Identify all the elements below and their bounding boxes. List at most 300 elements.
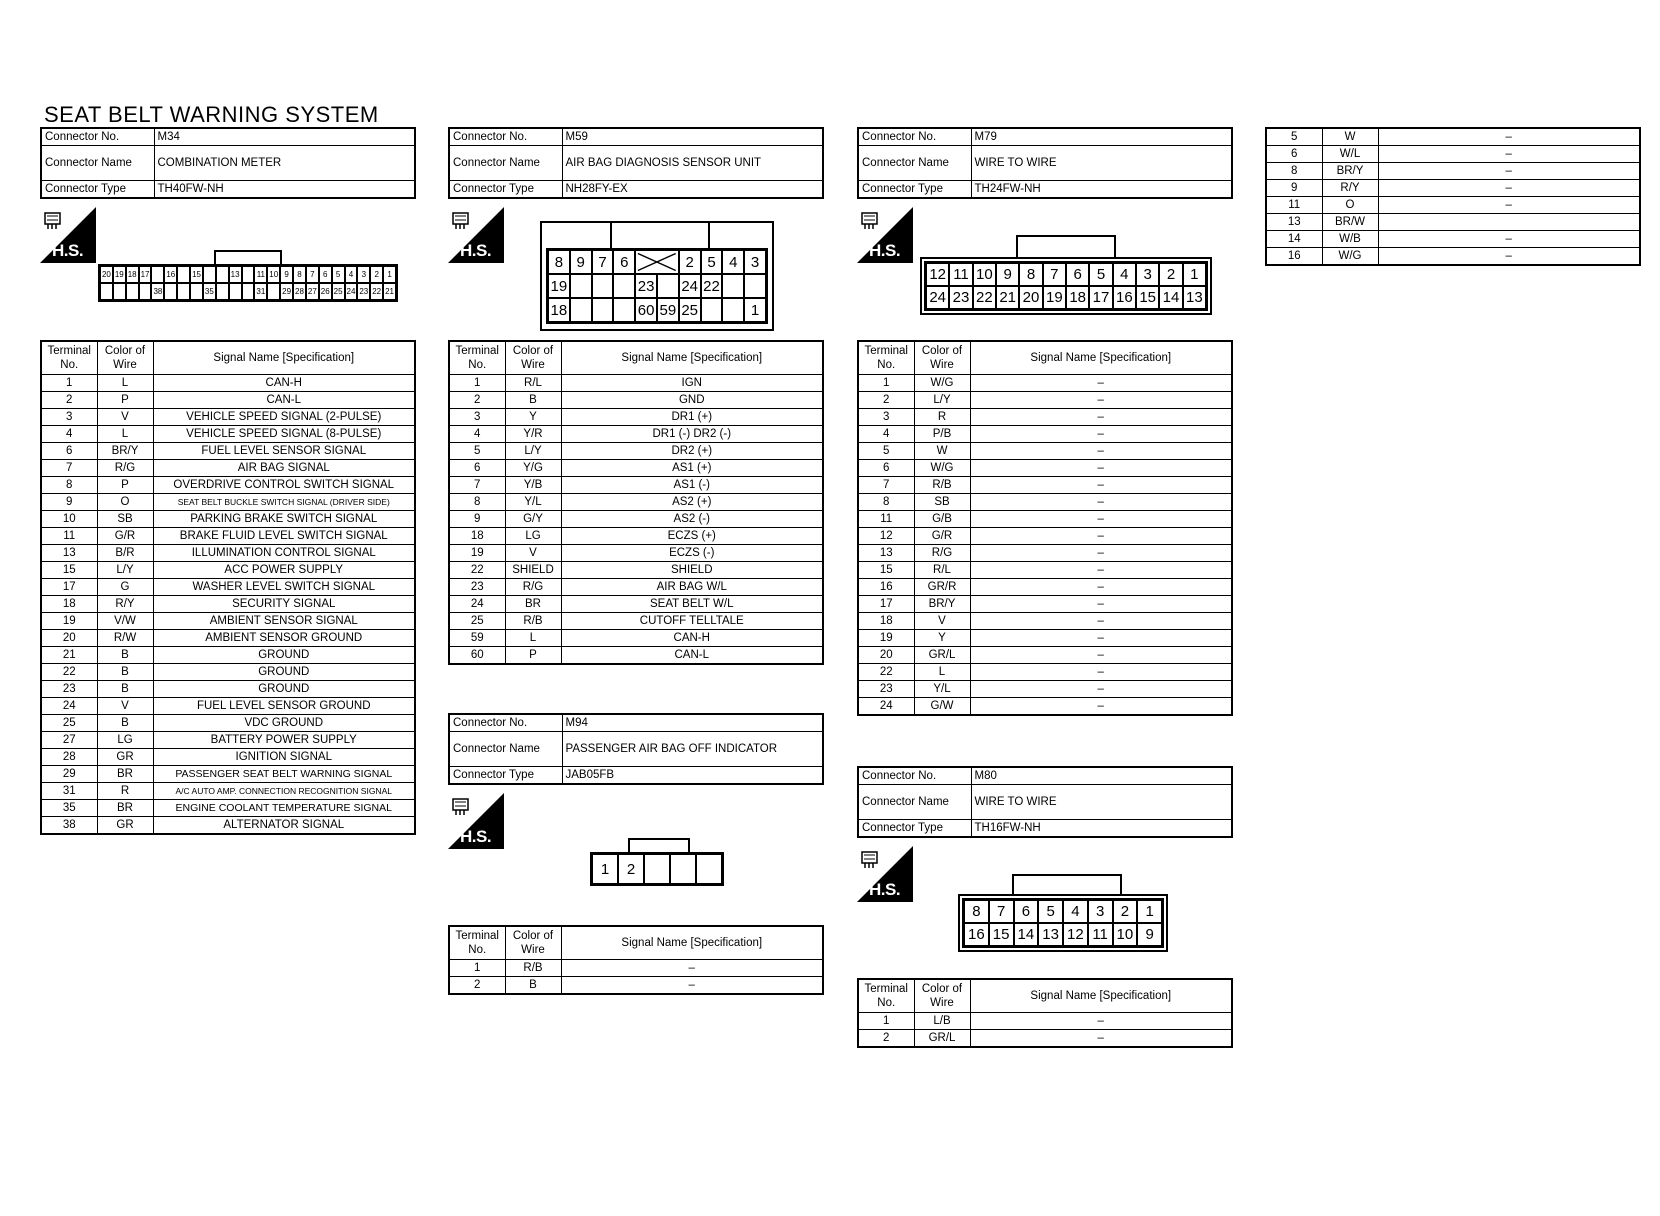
m94-connector-no: M94	[562, 714, 823, 732]
color-of-wire-header: Color of Wire	[914, 979, 970, 1013]
signal-name-cell: –	[970, 494, 1232, 511]
terminal-no-cell: 24	[858, 698, 914, 716]
wire-color-cell: W/G	[914, 375, 970, 392]
signal-name-cell: PARKING BRAKE SWITCH SIGNAL	[153, 511, 415, 528]
signal-name-header: Signal Name [Specification]	[970, 341, 1232, 375]
pin-cavity: 4	[1113, 263, 1136, 286]
table-row	[41, 732, 415, 749]
terminal-no-cell: 9	[1266, 180, 1322, 197]
signal-name-cell: –	[970, 681, 1232, 698]
terminal-no-cell: 22	[858, 664, 914, 681]
terminal-no-cell: 9	[449, 511, 505, 528]
signal-name-cell: –	[970, 1013, 1232, 1030]
table-row	[858, 630, 1232, 647]
wire-color-cell: V	[97, 698, 153, 715]
terminal-no-cell: 11	[1266, 197, 1322, 214]
signal-name-cell: –	[970, 460, 1232, 477]
wire-color-cell: R/L	[914, 562, 970, 579]
pin-cavity: 10	[267, 266, 280, 283]
wire-color-cell: Y/B	[505, 477, 561, 494]
signal-name-header: Signal Name [Specification]	[561, 341, 823, 375]
wire-color-cell: B	[505, 392, 561, 409]
m80-pin-table	[857, 978, 1233, 1048]
pin-cavity: 6	[1014, 900, 1039, 923]
table-row	[41, 800, 415, 817]
pin-cavity	[592, 298, 614, 322]
pin-cavity: 16	[164, 266, 177, 283]
pin-cavity	[744, 274, 766, 298]
signal-name-cell: –	[970, 545, 1232, 562]
terminal-no-cell: 2	[449, 392, 505, 409]
m34-connector-face	[98, 264, 398, 302]
m80-connector-face	[962, 898, 1164, 948]
pin-cavity: 7	[989, 900, 1014, 923]
pin-cavity	[177, 283, 190, 300]
wire-color-cell: LG	[97, 732, 153, 749]
signal-name-header: Signal Name [Specification]	[561, 926, 823, 960]
signal-name-cell: PASSENGER SEAT BELT WARNING SIGNAL	[153, 766, 415, 783]
table-row	[1266, 197, 1640, 214]
signal-name-cell: WASHER LEVEL SWITCH SIGNAL	[153, 579, 415, 596]
table-row	[858, 443, 1232, 460]
wire-color-cell: L/B	[914, 1013, 970, 1030]
wire-color-cell: L	[97, 426, 153, 443]
terminal-no-cell: 19	[449, 545, 505, 562]
connector-no-label: Connector No.	[449, 714, 562, 732]
signal-name-cell: CAN-L	[153, 392, 415, 409]
table-row	[1266, 146, 1640, 163]
terminal-no-cell: 8	[449, 494, 505, 511]
signal-name-cell: ILLUMINATION CONTROL SIGNAL	[153, 545, 415, 562]
table-row	[449, 545, 823, 562]
color-of-wire-header: Color of Wire	[914, 341, 970, 375]
terminal-no-cell: 18	[858, 613, 914, 630]
pin-cavity	[613, 274, 635, 298]
pin-cavity: 6	[1066, 263, 1089, 286]
terminal-no-cell: 2	[858, 1030, 914, 1048]
m79-connector-no: M79	[971, 128, 1232, 146]
pin-cavity: 1	[1137, 900, 1162, 923]
terminal-no-header: Terminal No.	[449, 341, 505, 375]
wire-color-cell: R/L	[505, 375, 561, 392]
wire-color-cell: P	[505, 647, 561, 665]
pin-cavity: 2	[370, 266, 383, 283]
terminal-no-cell: 10	[41, 511, 97, 528]
table-row	[449, 443, 823, 460]
wire-color-cell: SB	[97, 511, 153, 528]
wire-color-cell: SB	[914, 494, 970, 511]
pin-cavity	[701, 298, 723, 322]
color-of-wire-header: Color of Wire	[505, 926, 561, 960]
color-of-wire-header: Color of Wire	[97, 341, 153, 375]
connector-no-label: Connector No.	[858, 128, 971, 146]
terminal-no-cell: 11	[41, 528, 97, 545]
pin-cavity: 31	[254, 283, 267, 300]
signal-name-cell: –	[1378, 197, 1640, 214]
table-row	[449, 562, 823, 579]
pin-cavity	[151, 266, 164, 283]
pin-cavity	[267, 283, 280, 300]
pin-cavity: 5	[1038, 900, 1063, 923]
m80-header-table	[857, 766, 1233, 838]
pin-cavity: 19	[548, 274, 570, 298]
terminal-no-cell: 2	[449, 977, 505, 995]
terminal-no-cell: 60	[449, 647, 505, 665]
terminal-no-cell: 3	[858, 409, 914, 426]
wire-color-cell: Y/G	[505, 460, 561, 477]
pin-cavity	[613, 298, 635, 322]
table-row	[41, 749, 415, 766]
table-row	[41, 783, 415, 800]
pin-cavity: 60	[635, 298, 657, 322]
terminal-no-cell: 1	[449, 375, 505, 392]
signal-name-cell: ECZS (+)	[561, 528, 823, 545]
pin-cavity: 17	[139, 266, 152, 283]
table-row	[41, 562, 415, 579]
pin-cavity: 16	[1113, 286, 1136, 309]
m80-section	[857, 766, 1233, 838]
wire-color-cell: G/R	[914, 528, 970, 545]
pin-cavity: 2	[1113, 900, 1138, 923]
pin-cavity: 10	[1113, 923, 1138, 946]
wire-color-cell: R/Y	[1322, 180, 1378, 197]
table-row	[858, 460, 1232, 477]
table-row	[1266, 214, 1640, 231]
pin-cavity: 25	[679, 298, 701, 322]
m59-connector-name: AIR BAG DIAGNOSIS SENSOR UNIT	[562, 146, 823, 181]
table-row	[858, 1030, 1232, 1048]
pin-cavity	[177, 266, 190, 283]
pin-cavity	[242, 266, 255, 283]
pin-cavity	[722, 274, 744, 298]
signal-name-cell: –	[1378, 163, 1640, 180]
signal-name-cell: A/C AUTO AMP. CONNECTION RECOGNITION SIGNAL	[153, 783, 415, 800]
pin-cavity: 17	[1089, 286, 1112, 309]
terminal-no-cell: 22	[41, 664, 97, 681]
signal-name-cell: GROUND	[153, 664, 415, 681]
pin-cavity: 3	[1088, 900, 1113, 923]
wire-color-cell: L	[914, 664, 970, 681]
table-row	[449, 392, 823, 409]
signal-name-cell: DR2 (+)	[561, 443, 823, 460]
wire-color-cell: R/G	[505, 579, 561, 596]
m59-pin-table	[448, 340, 824, 665]
signal-name-cell: –	[1378, 180, 1640, 197]
pin-cavity: 3	[744, 250, 766, 274]
pin-cavity: 25	[332, 283, 345, 300]
terminal-no-cell: 17	[858, 596, 914, 613]
pin-cavity: 6	[613, 250, 635, 274]
pin-cavity: 20	[1019, 286, 1042, 309]
m34-header-table	[40, 127, 416, 199]
pin-cavity: 6	[319, 266, 332, 283]
signal-name-cell: –	[970, 630, 1232, 647]
table-row	[41, 630, 415, 647]
pin-cavity: 11	[254, 266, 267, 283]
signal-name-cell: AMBIENT SENSOR GROUND	[153, 630, 415, 647]
table-row	[858, 494, 1232, 511]
wire-color-cell: GR/L	[914, 647, 970, 664]
wire-color-cell: V	[914, 613, 970, 630]
wire-color-cell: W/L	[1322, 146, 1378, 163]
pin-cavity: 19	[1043, 286, 1066, 309]
table-row	[449, 630, 823, 647]
hs-icon: H.S.	[40, 207, 96, 263]
terminal-no-cell: 38	[41, 817, 97, 835]
terminal-no-cell: 7	[858, 477, 914, 494]
table-row	[449, 613, 823, 630]
signal-name-cell: –	[970, 511, 1232, 528]
table-row	[858, 477, 1232, 494]
table-row	[449, 409, 823, 426]
table-row	[41, 494, 415, 511]
pin-cavity: 5	[332, 266, 345, 283]
m94-connector-face	[590, 852, 724, 886]
signal-name-cell: GROUND	[153, 647, 415, 664]
pin-cavity: 13	[229, 266, 242, 283]
m94-section	[448, 713, 824, 785]
pin-cavity	[203, 266, 216, 283]
wire-color-cell: B	[97, 715, 153, 732]
wire-color-cell: V/W	[97, 613, 153, 630]
pin-cavity: 7	[306, 266, 319, 283]
m79-section	[857, 127, 1233, 199]
table-row	[449, 375, 823, 392]
pin-cavity: 23	[357, 283, 370, 300]
pin-cavity	[657, 274, 679, 298]
pin-cavity: 11	[949, 263, 972, 286]
pin-cavity: 28	[293, 283, 306, 300]
pin-cavity: 23	[635, 274, 657, 298]
table-row	[449, 596, 823, 613]
signal-name-cell: OVERDRIVE CONTROL SWITCH SIGNAL	[153, 477, 415, 494]
signal-name-cell: CUTOFF TELLTALE	[561, 613, 823, 630]
pin-cavity: 15	[989, 923, 1014, 946]
wire-color-cell: G/W	[914, 698, 970, 716]
terminal-no-cell: 1	[41, 375, 97, 392]
pin-cavity: 21	[996, 286, 1019, 309]
terminal-no-cell: 18	[41, 596, 97, 613]
wire-color-cell: GR	[97, 749, 153, 766]
m80-connector-no: M80	[971, 767, 1232, 785]
terminal-no-cell: 17	[41, 579, 97, 596]
wire-color-cell: GR/R	[914, 579, 970, 596]
wire-color-cell: BR/Y	[1322, 163, 1378, 180]
wire-color-cell: R/W	[97, 630, 153, 647]
wire-color-cell: B	[505, 977, 561, 995]
pin-cavity: 26	[319, 283, 332, 300]
signal-name-cell: –	[970, 375, 1232, 392]
pin-cavity	[126, 283, 139, 300]
table-row	[41, 392, 415, 409]
pin-cavity: 9	[570, 250, 592, 274]
wire-color-cell: LG	[505, 528, 561, 545]
terminal-no-header: Terminal No.	[41, 341, 97, 375]
signal-name-cell: VDC GROUND	[153, 715, 415, 732]
terminal-no-cell: 7	[41, 460, 97, 477]
wire-color-cell: B	[97, 647, 153, 664]
signal-name-cell: AS2 (-)	[561, 511, 823, 528]
table-row	[41, 511, 415, 528]
terminal-no-cell: 6	[41, 443, 97, 460]
table-row	[858, 511, 1232, 528]
signal-name-cell: FUEL LEVEL SENSOR GROUND	[153, 698, 415, 715]
table-row	[858, 1013, 1232, 1030]
table-row	[858, 613, 1232, 630]
pin-cavity: 16	[964, 923, 989, 946]
wire-color-cell: L/Y	[914, 392, 970, 409]
table-row	[1266, 248, 1640, 266]
signal-name-cell: BATTERY POWER SUPPLY	[153, 732, 415, 749]
terminal-no-cell: 23	[858, 681, 914, 698]
m34-section	[40, 127, 416, 199]
wire-color-cell: W	[1322, 128, 1378, 146]
pin-cavity: 22	[701, 274, 723, 298]
table-row	[41, 698, 415, 715]
terminal-no-cell: 59	[449, 630, 505, 647]
terminal-no-cell: 27	[41, 732, 97, 749]
wire-color-cell: G/B	[914, 511, 970, 528]
wire-color-cell: L	[97, 375, 153, 392]
table-row	[858, 681, 1232, 698]
pin-cavity: 1	[383, 266, 396, 283]
pin-cavity: 11	[1088, 923, 1113, 946]
terminal-no-cell: 5	[1266, 128, 1322, 146]
pin-cavity	[139, 283, 152, 300]
pin-cavity: 22	[370, 283, 383, 300]
terminal-no-cell: 22	[449, 562, 505, 579]
signal-name-cell: –	[561, 960, 823, 977]
color-of-wire-header: Color of Wire	[505, 341, 561, 375]
pin-cavity: 2	[618, 854, 644, 884]
pin-cavity: 15	[1136, 286, 1159, 309]
signal-name-cell: BRAKE FLUID LEVEL SWITCH SIGNAL	[153, 528, 415, 545]
terminal-no-cell: 4	[41, 426, 97, 443]
terminal-no-cell: 13	[41, 545, 97, 562]
pin-cavity: 20	[100, 266, 113, 283]
wire-color-cell: BR/Y	[914, 596, 970, 613]
pin-cavity: 8	[548, 250, 570, 274]
wire-color-cell: SHIELD	[505, 562, 561, 579]
table-row	[41, 443, 415, 460]
table-row	[858, 528, 1232, 545]
pin-cavity: 18	[126, 266, 139, 283]
wire-color-cell: Y/R	[505, 426, 561, 443]
table-row	[41, 664, 415, 681]
pin-cavity	[696, 854, 722, 884]
m59-connector-type: NH28FY-EX	[562, 181, 823, 199]
pin-cavity: 5	[1089, 263, 1112, 286]
table-row	[41, 375, 415, 392]
pin-cavity: 24	[345, 283, 358, 300]
table-row	[449, 579, 823, 596]
wire-color-cell: R/B	[505, 613, 561, 630]
table-row	[41, 596, 415, 613]
wire-color-cell: BR/W	[1322, 214, 1378, 231]
terminal-no-cell: 8	[41, 477, 97, 494]
signal-name-cell: –	[561, 977, 823, 995]
pin-cavity: 2	[1159, 263, 1182, 286]
signal-name-cell: –	[970, 647, 1232, 664]
table-row	[41, 647, 415, 664]
terminal-no-header: Terminal No.	[449, 926, 505, 960]
pin-cavity: 38	[151, 283, 164, 300]
table-row	[449, 528, 823, 545]
pin-cavity: 4	[722, 250, 744, 274]
wire-color-cell: V	[97, 409, 153, 426]
terminal-no-cell: 20	[858, 647, 914, 664]
terminal-no-cell: 16	[858, 579, 914, 596]
table-row	[858, 579, 1232, 596]
signal-name-cell: –	[970, 528, 1232, 545]
terminal-no-cell: 29	[41, 766, 97, 783]
terminal-no-cell: 16	[1266, 248, 1322, 266]
signal-name-cell: ENGINE COOLANT TEMPERATURE SIGNAL	[153, 800, 415, 817]
signal-name-cell: CAN-H	[153, 375, 415, 392]
signal-name-cell: CAN-L	[561, 647, 823, 665]
wire-color-cell: L/Y	[97, 562, 153, 579]
wire-color-cell: W/G	[914, 460, 970, 477]
wire-color-cell: W/G	[1322, 248, 1378, 266]
signal-name-cell: GND	[561, 392, 823, 409]
terminal-no-cell: 6	[1266, 146, 1322, 163]
signal-name-cell: VEHICLE SPEED SIGNAL (8-PULSE)	[153, 426, 415, 443]
pin-cavity	[113, 283, 126, 300]
signal-name-cell: –	[1378, 146, 1640, 163]
hs-icon: H.S.	[857, 846, 913, 902]
pin-cavity: 7	[1043, 263, 1066, 286]
wire-color-cell: B/R	[97, 545, 153, 562]
connector-no-label: Connector No.	[449, 128, 562, 146]
connector-type-label: Connector Type	[858, 820, 971, 838]
wire-color-cell: R/G	[97, 460, 153, 477]
wire-color-cell: BR	[97, 766, 153, 783]
table-row	[41, 477, 415, 494]
terminal-no-cell: 9	[41, 494, 97, 511]
wire-color-cell: R	[914, 409, 970, 426]
wire-color-cell: B	[97, 681, 153, 698]
table-row	[858, 426, 1232, 443]
table-row	[1266, 128, 1640, 146]
pin-cavity: 21	[383, 283, 396, 300]
table-row	[41, 528, 415, 545]
page-title: SEAT BELT WARNING SYSTEM	[44, 102, 379, 127]
table-row	[449, 647, 823, 665]
terminal-no-cell: 13	[858, 545, 914, 562]
signal-name-cell: –	[1378, 248, 1640, 266]
m80-connector-name: WIRE TO WIRE	[971, 785, 1232, 820]
connector-no-label: Connector No.	[41, 128, 154, 146]
signal-name-cell: AS1 (+)	[561, 460, 823, 477]
wire-color-cell: R/B	[505, 960, 561, 977]
signal-name-cell: AIR BAG W/L	[561, 579, 823, 596]
m79-connector-type: TH24FW-NH	[971, 181, 1232, 199]
pin-cavity: 24	[679, 274, 701, 298]
wire-color-cell: R/B	[914, 477, 970, 494]
pin-cavity	[592, 274, 614, 298]
connector-name-label: Connector Name	[449, 732, 562, 767]
terminal-no-cell: 2	[858, 392, 914, 409]
signal-name-cell: FUEL LEVEL SENSOR SIGNAL	[153, 443, 415, 460]
pin-cavity: 9	[280, 266, 293, 283]
connector-type-label: Connector Type	[449, 181, 562, 199]
signal-name-cell: –	[970, 426, 1232, 443]
m34-connector-no: M34	[154, 128, 415, 146]
terminal-no-cell: 3	[41, 409, 97, 426]
hs-icon: H.S.	[448, 793, 504, 849]
wire-color-cell: Y/L	[914, 681, 970, 698]
terminal-no-header: Terminal No.	[858, 979, 914, 1013]
